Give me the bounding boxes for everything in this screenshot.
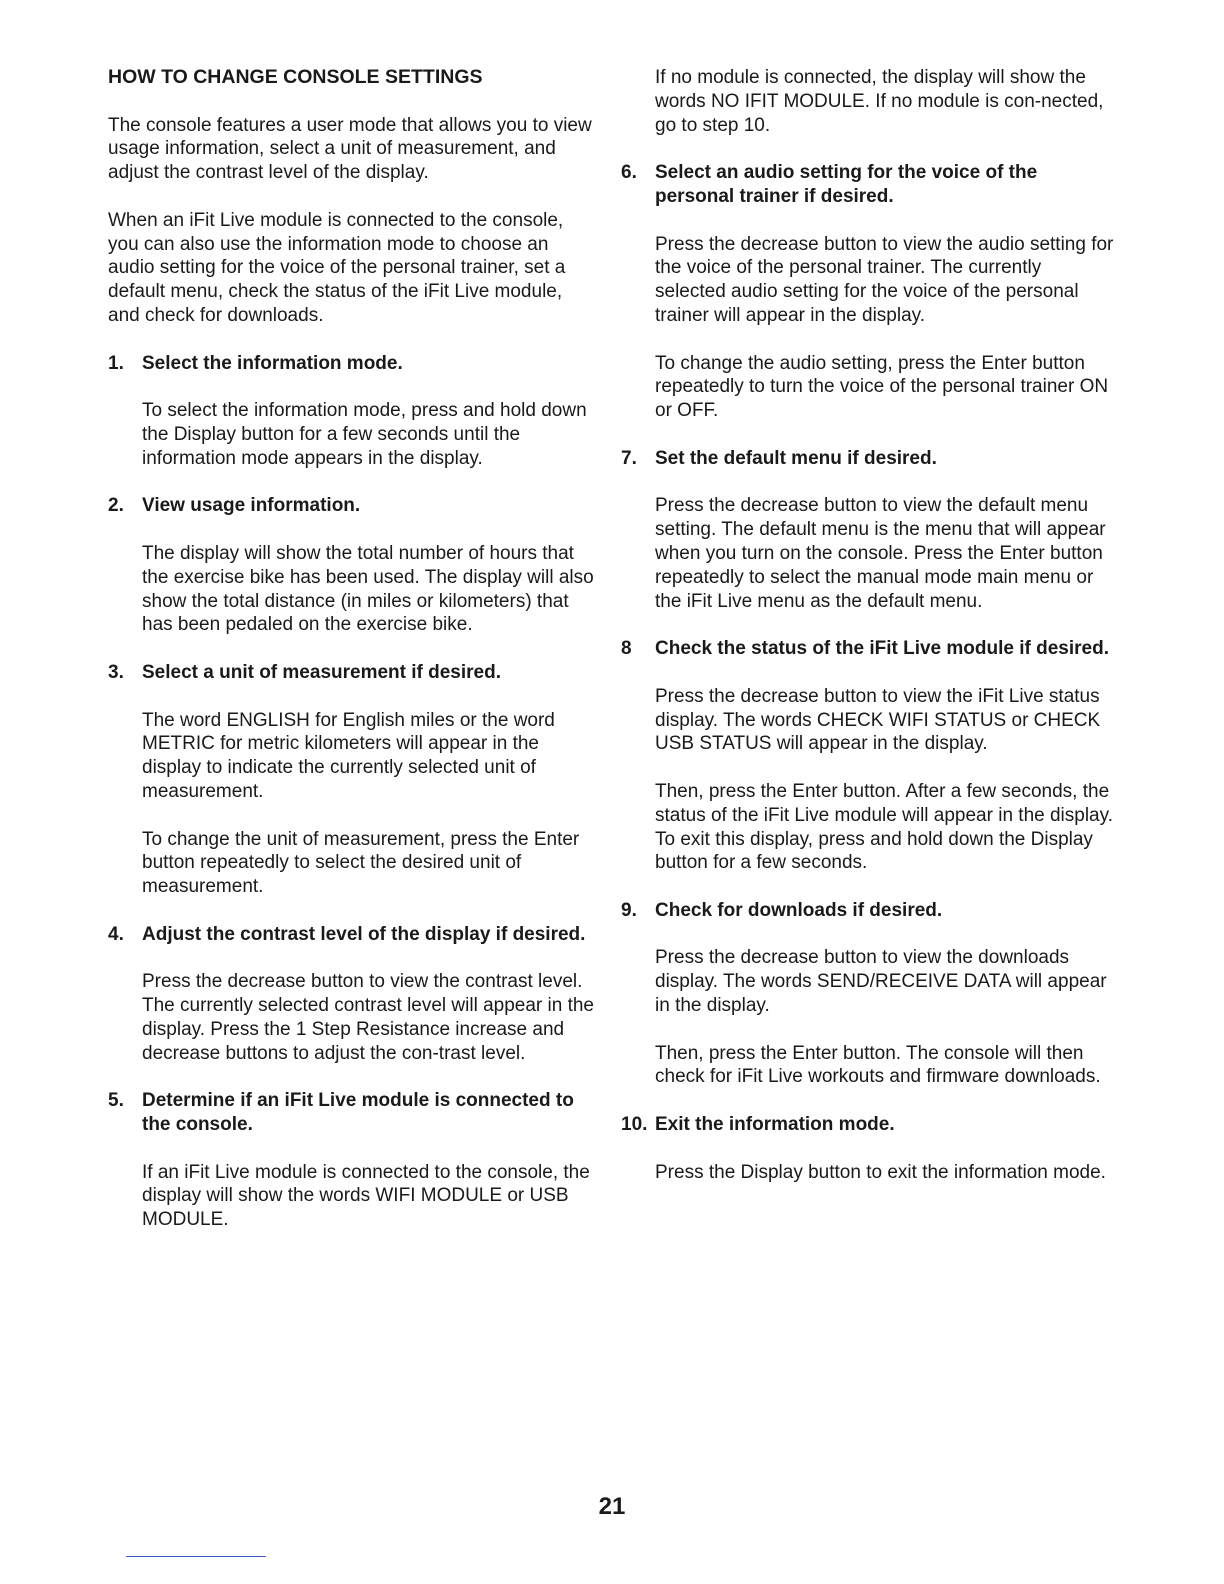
step-paragraph: Then, press the Enter button. After a few seconds, the status of the iFit Live module will appear in the display. To exit this display, press and hold down the Display button for a few seconds.	[655, 780, 1113, 874]
page-number: 21	[598, 1493, 626, 1520]
step-paragraph: Press the decrease button to view the contrast level. The currently selected contrast level will appear in the display. Press the 1 Step Resistance increase and decrease buttons to adjust the con-trast level.	[142, 971, 595, 1064]
section-heading: HOW TO CHANGE CONSOLE SETTINGS	[108, 66, 483, 88]
step-number: 8	[621, 638, 632, 660]
step-paragraph: Press the decrease button to view the iFit Live status display. The words CHECK WIFI STATUS or CHECK USB STATUS will appear in the display.	[655, 685, 1101, 755]
footer-rule	[126, 1556, 266, 1557]
step-number: 2.	[108, 495, 124, 517]
right-column	[621, 66, 1117, 1208]
step-paragraph: Press the decrease button to view the downloads display. The words SEND/RECEIVE DATA will appear in the display.	[655, 947, 1107, 1017]
step-number: 1.	[108, 352, 124, 374]
step-5-heading	[108, 1089, 598, 1137]
step-title: View usage information.	[142, 495, 361, 517]
step-4-heading	[108, 923, 598, 947]
step-paragraph: The display will show the total number of hours that the exercise bike has been used. The display will also show the total distance (in miles or kilometers) that has been pedaled on the exercise bike.	[142, 542, 594, 636]
step-title: Select an audio setting for the voice of the personal trainer if desired.	[655, 162, 1038, 207]
step-paragraph: Then, press the Enter button. The console will then check for iFit Live workouts and firmware downloads.	[655, 1042, 1101, 1088]
step-number: 10.	[621, 1114, 648, 1136]
step-1-heading	[108, 352, 598, 376]
step-number: 3.	[108, 661, 124, 683]
step-title: Check for downloads if desired.	[655, 899, 943, 921]
step-3-heading	[108, 661, 598, 685]
step-title: Determine if an iFit Live module is connected to the console.	[142, 1090, 574, 1136]
step-number: 4.	[108, 923, 124, 945]
left-column	[108, 66, 598, 1256]
intro-paragraph: When an iFit Live module is connected to the console, you can also use the information mode to choose an audio setting for the voice of the personal trainer, set a default menu, check the status of the iFit Live module, and check for downloads.	[108, 209, 566, 326]
step-number: 9.	[621, 899, 637, 921]
step-number: 7.	[621, 447, 637, 469]
step-title: Exit the information mode.	[655, 1114, 895, 1136]
intro-paragraph: The console features a user mode that allows you to view usage information, select a unit of measurement, and adjust the contrast level of the display.	[108, 114, 592, 184]
step-9-heading	[621, 899, 1117, 923]
step-paragraph: Press the decrease button to view the audio setting for the voice of the personal trainer. The currently selected audio setting for the voice of the personal trainer will appear in the display.	[655, 233, 1114, 326]
step-paragraph: Press the decrease button to view the default menu setting. The default menu is the menu that will appear when you turn on the console. Press the Enter button repeatedly to select the manual mode main menu or the iFit Live menu as the default menu.	[655, 495, 1106, 612]
step-2-heading	[108, 494, 598, 518]
step-10-heading	[621, 1113, 1117, 1137]
step-paragraph: To change the unit of measurement, press the Enter button repeatedly to select the desired unit of measurement.	[142, 828, 580, 898]
step-number: 6.	[621, 162, 637, 184]
step-paragraph: The word ENGLISH for English miles or the word METRIC for metric kilometers will appear in the display to indicate the currently selected unit of measurement.	[142, 709, 555, 802]
step-title: Adjust the contrast level of the display if desired.	[142, 923, 586, 945]
step-title: Set the default menu if desired.	[655, 447, 937, 469]
step-paragraph: To select the information mode, press and hold down the Display button for a few seconds until the information mode appears in the display.	[142, 400, 587, 469]
step-title: Select a unit of measurement if desired.	[142, 661, 501, 683]
step-paragraph: If no module is connected, the display will show the words NO IFIT MODULE. If no module is con-nected, go to step 10.	[655, 67, 1104, 136]
step-8-heading	[621, 637, 1117, 661]
step-title: Select the information mode.	[142, 352, 403, 374]
step-paragraph: To change the audio setting, press the Enter button repeatedly to turn the voice of the personal trainer ON or OFF.	[655, 352, 1109, 422]
step-number: 5.	[108, 1090, 124, 1112]
step-paragraph: If an iFit Live module is connected to the console, the display will show the words WIFI MODULE or USB MODULE.	[142, 1161, 590, 1231]
step-6-heading	[621, 161, 1117, 209]
step-paragraph: Press the Display button to exit the information mode.	[655, 1161, 1106, 1183]
step-7-heading	[621, 447, 1117, 471]
step-title: Check the status of the iFit Live module if desired.	[655, 638, 1109, 660]
